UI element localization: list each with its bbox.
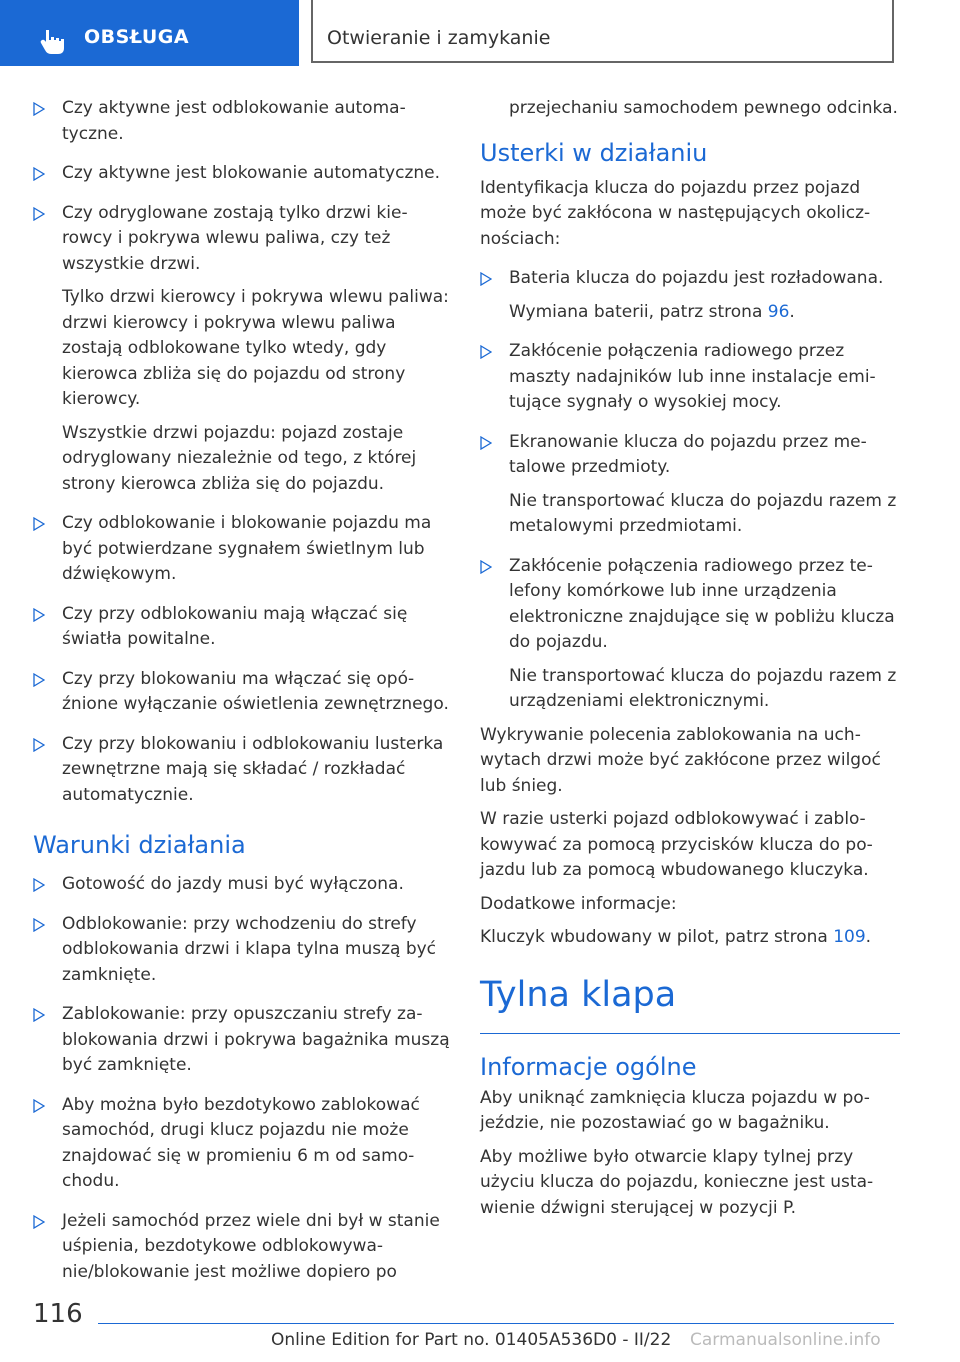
list-item: Czy przy blokowaniu i odblokowaniu lusterka zewnętrzne mają się składać / rozkładać automatycznie. bbox=[33, 732, 451, 809]
list-item: Czy aktywne jest blokowanie automatyczne. bbox=[33, 161, 451, 187]
triangle-bullet-icon bbox=[480, 560, 492, 574]
triangle-bullet-icon bbox=[33, 608, 45, 622]
triangle-bullet-icon bbox=[33, 1215, 45, 1229]
section-tab[interactable] bbox=[0, 0, 299, 66]
page-link-96[interactable]: 96 bbox=[767, 301, 790, 322]
list-item: Czy przy blokowaniu ma włączać się opóźnione wyłączanie oświetlenia zewnętrznego. bbox=[33, 667, 451, 718]
watermark: Carmanualsonline.info bbox=[690, 1330, 881, 1350]
list-item: Aby można było bezdotykowo zablokować samochód, drugi klucz pojazdu nie może znajdować się w promieniu 6 m od samochodu. bbox=[33, 1093, 451, 1195]
paragraph: Kluczyk wbudowany w pilot, patrz strona 109. bbox=[480, 927, 872, 947]
list-item: Zakłócenie połączenia radiowego przez telefony komórkowe lub inne urządzenia elektroniczne znajdujące się w pobliżu klucza do pojazdu. bbox=[480, 554, 900, 656]
paragraph: Aby możliwe było otwarcie klapy tylnej przy użyciu klucza do pojazdu, konieczne jest ustawienie dźwigni sterującej w pozycji P. bbox=[480, 1146, 874, 1218]
section-heading: Usterki w działaniu bbox=[480, 138, 708, 167]
paragraph: Dodatkowe informacje: bbox=[480, 893, 677, 914]
list-item: Jeżeli samochód przez wiele dni był w stanie uśpienia, bezdotykowe odblokowywanie/blokowanie jest możliwe dopiero po bbox=[33, 1209, 451, 1286]
list-item: Zakłócenie połączenia radiowego przez maszty nadajników lub inne instalacje emitujące sygnały o wysokiej mocy. bbox=[480, 339, 900, 416]
triangle-bullet-icon bbox=[33, 738, 45, 752]
triangle-bullet-icon bbox=[480, 436, 492, 450]
list-item: Gotowość do jazdy musi być wyłączona. bbox=[33, 872, 451, 898]
page-number: 116 bbox=[33, 1299, 83, 1329]
triangle-bullet-icon bbox=[480, 345, 492, 359]
chapter-tab bbox=[311, 0, 894, 63]
heading-divider bbox=[480, 1033, 900, 1034]
list-item: Ekranowanie klucza do pojazdu przez metalowe przedmioty. bbox=[480, 430, 900, 481]
left-column bbox=[33, 96, 451, 1299]
list-item: Czy aktywne jest odblokowanie automatyczne. bbox=[33, 96, 451, 147]
chapter-heading: Tylna klapa bbox=[480, 974, 677, 1015]
list-item: Czy odblokowanie i blokowanie pojazdu ma być potwierdzane sygnałem świetlnym lub dźwiękowym. bbox=[33, 511, 451, 588]
triangle-bullet-icon bbox=[33, 673, 45, 687]
triangle-bullet-icon bbox=[33, 207, 45, 221]
triangle-bullet-icon bbox=[480, 272, 492, 286]
triangle-bullet-icon bbox=[33, 878, 45, 892]
triangle-bullet-icon bbox=[33, 102, 45, 116]
list-item: Czy przy odblokowaniu mają włączać się światła powitalne. bbox=[33, 602, 451, 653]
triangle-bullet-icon bbox=[33, 517, 45, 531]
list-item: Zablokowanie: przy opuszczaniu strefy zablokowania drzwi i pokrywa bagażnika muszą być zamknięte. bbox=[33, 1002, 451, 1079]
triangle-bullet-icon bbox=[33, 918, 45, 932]
section-label: OBSŁUGA bbox=[84, 26, 190, 48]
list-item: Bateria klucza do pojazdu jest rozładowana. bbox=[480, 266, 900, 292]
continuation-text: przejechaniu samochodem pewnego odcinka. bbox=[509, 98, 898, 118]
sub-paragraph: Tylko drzwi kierowcy i pokrywa wlewu paliwa: drzwi kierowcy i pokrywa wlewu paliwa zostają odblokowane tylko wtedy, gdy kierowca zbliża się do pojazdu od strony kierowcy. bbox=[62, 287, 449, 409]
hand-pointer-icon bbox=[38, 26, 68, 56]
section-heading: Warunki działania bbox=[33, 831, 246, 859]
triangle-bullet-icon bbox=[33, 1099, 45, 1113]
paragraph: Wykrywanie polecenia zablokowania na uchwytach drzwi może być zakłócone przez wilgoć lub śnieg. bbox=[480, 724, 881, 796]
paragraph: Identyfikacja klucza do pojazdu przez pojazd może być zakłócona w następujących okolicznościach: bbox=[480, 177, 871, 249]
sub-paragraph: Nie transportować klucza do pojazdu razem z metalowymi przedmiotami. bbox=[509, 490, 897, 536]
sub-paragraph: Wszystkie drzwi pojazdu: pojazd zostaje odryglowany niezależnie od tego, z której strony kierowca zbliża się do pojazdu. bbox=[62, 422, 417, 494]
edition-text: Online Edition for Part no. 01405A536D0 - II/22 bbox=[271, 1330, 672, 1350]
triangle-bullet-icon bbox=[33, 167, 45, 181]
sub-paragraph: Wymiana baterii, patrz strona 96. bbox=[509, 301, 795, 322]
list-item: Czy odryglowane zostają tylko drzwi kierowcy i pokrywa wlewu paliwa, czy też wszystkie drzwi. bbox=[33, 201, 451, 278]
right-column bbox=[480, 96, 900, 1235]
chapter-title: Otwieranie i zamykanie bbox=[327, 27, 551, 49]
page-header bbox=[0, 0, 960, 66]
footer-divider bbox=[98, 1323, 894, 1324]
paragraph: W razie usterki pojazd odblokowywać i zablokowywać za pomocą przycisków klucza do pojazdu lub za pomocą wbudowanego kluczyka. bbox=[480, 809, 873, 880]
section-heading: Informacje ogólne bbox=[480, 1052, 697, 1081]
page-link-109[interactable]: 109 bbox=[833, 927, 866, 947]
sub-paragraph: Nie transportować klucza do pojazdu razem z urządzeniami elektronicznymi. bbox=[509, 665, 897, 711]
paragraph: Aby uniknąć zamknięcia klucza pojazdu w pojeździe, nie pozostawiać go w bagażniku. bbox=[480, 1087, 870, 1133]
list-item: Odblokowanie: przy wchodzeniu do strefy odblokowania drzwi i klapa tylna muszą być zamknięte. bbox=[33, 912, 451, 989]
triangle-bullet-icon bbox=[33, 1008, 45, 1022]
